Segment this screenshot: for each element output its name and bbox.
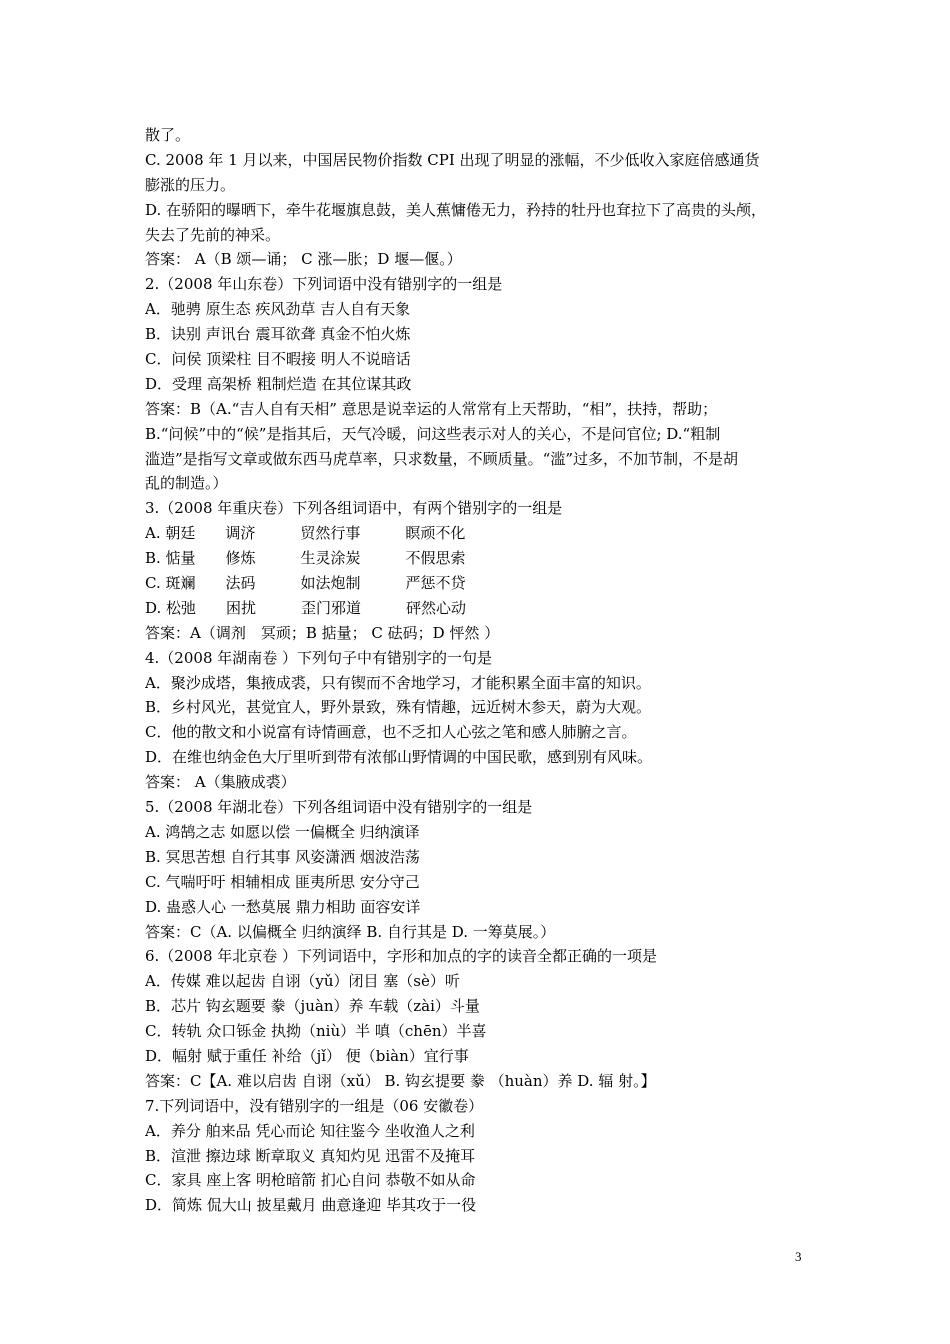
text-line: B. 冥思苦想 自行其事 风姿潇洒 烟波浩荡 — [145, 847, 420, 866]
text-line: 答案： A（B 颂—诵； C 涨—胀；D 堰—偃。） — [145, 250, 462, 269]
text-line: B．芯片 钩玄题要 豢（juàn）养 车载（zài）斗量 — [145, 997, 480, 1016]
text-line: C．转轨 众口铄金 执拗（niù）半 嗔（chēn）半喜 — [145, 1022, 487, 1041]
document-body — [145, 123, 817, 1218]
text-line: 失去了先前的神采。 — [145, 225, 281, 244]
text-line: 答案：A（调剂 冥顽；B 掂量； C 砝码；D 怦然 ） — [145, 623, 500, 642]
text-line: C．问侯 顶梁柱 目不暇接 明人不说暗话 — [145, 350, 411, 369]
text-line: B.“问候”中的“候”是指其后，天气冷暖，问这些表示对人的关心，不是问官位; D.“粗制 — [145, 424, 721, 443]
text-line: A. 朝廷 调济 贸然行事 瞑顽不化 — [145, 524, 466, 543]
text-line: A．传媒 难以起齿 自诩（yǔ）闭目 塞（sè）听 — [145, 972, 460, 991]
text-line: 答案： A（集腋成裘） — [145, 773, 296, 792]
text-line: C. 气喘吁吁 相辅相成 匪夷所思 安分守己 — [145, 872, 420, 891]
text-line: B. 惦量 修炼 生灵涂炭 不假思索 — [145, 549, 466, 568]
text-line: 4.（2008 年湖南卷 ）下列句子中有错别字的一句是 — [145, 648, 493, 667]
text-line: B．渲泄 擦边球 断章取义 真知灼见 迅雷不及掩耳 — [145, 1146, 476, 1165]
text-line: 6.（2008 年北京卷 ）下列词语中，字形和加点的字的读音全都正确的一项是 — [145, 947, 658, 966]
text-line: 膨涨的压力。 — [145, 175, 236, 194]
text-line: A．养分 舶来品 凭心而论 知往鉴今 坐收渔人之利 — [145, 1121, 475, 1140]
text-line: 5.（2008 年湖北卷）下列各组词语中没有错别字的一组是 — [145, 798, 533, 817]
text-line: C. 斑斓 法码 如法炮制 严惩不贷 — [145, 574, 466, 593]
text-line: B．诀别 声讯台 震耳欲聋 真金不怕火炼 — [145, 325, 411, 344]
text-line: D．简炼 侃大山 披星戴月 曲意逢迎 毕其攻于一役 — [145, 1196, 477, 1215]
text-line: D. 在骄阳的曝晒下，牵牛花堰旗息鼓，美人蕉慵倦无力，矜持的牡丹也耷拉下了高贵的头颅， — [145, 200, 767, 219]
text-line: C．他的散文和小说富有诗情画意，也不乏扣人心弦之笔和感人肺腑之言。 — [145, 723, 637, 742]
text-line: D．幅射 赋于重任 补给（jǐ） 便（biàn）宜行事 — [145, 1046, 469, 1065]
text-line: 答案：C（A. 以偏概全 归纳演绎 B. 自行其是 D. 一筹莫展。） — [145, 922, 556, 941]
text-line: 答案：B（A.“吉人自有天相” 意思是说幸运的人常常有上天帮助，“相”，扶持，帮助； — [145, 399, 718, 418]
text-line: C. 2008 年 1 月以来，中国居民物价指数 CPI 出现了明显的涨幅，不少低收入家庭倍感通货 — [145, 150, 760, 169]
text-line: D. 松弛 困扰 歪门邪道 砰然心动 — [145, 598, 467, 617]
text-line: A. 鸿鹄之志 如愿以偿 一偏概全 归纳演译 — [145, 822, 420, 841]
page-number: 3 — [795, 1249, 802, 1264]
text-line: 7.下列词语中，没有错别字的一组是（06 安徽卷） — [145, 1096, 484, 1115]
text-line: D．受理 高架桥 粗制烂造 在其位谋其政 — [145, 374, 412, 393]
text-line: 散了。 — [145, 126, 191, 144]
text-line: 3.（2008 年重庆卷）下列各组词语中，有两个错别字的一组是 — [145, 499, 563, 518]
text-line: 滥造”是指写文章或做东西马虎草率，只求数量，不顾质量。“滥”过多，不加节制，不是胡 — [145, 449, 739, 468]
text-line: 2.（2008 年山东卷）下列词语中没有错别字的一组是 — [145, 275, 503, 294]
text-line: A．聚沙成塔，集掖成裘，只有锲而不舍地学习，才能积累全面丰富的知识。 — [145, 673, 651, 692]
text-line: C．家具 座上客 明枪暗箭 扪心自问 恭敬不如从命 — [145, 1171, 476, 1190]
text-line: 乱的制造。） — [145, 474, 228, 493]
text-line: D．在维也纳金色大厅里听到带有浓郁山野情调的中国民歌，感到别有风味。 — [145, 748, 653, 767]
text-line: A．驰骋 原生态 疾风劲草 吉人自有天象 — [145, 300, 411, 319]
text-line: B．乡村风光，甚觉宜人，野外景致，殊有情趣，远近树木参天，蔚为大观。 — [145, 698, 652, 717]
text-line: 答案：C【A. 难以启齿 自诩（xǔ） B. 钩玄提要 豢 （huàn）养 D. 辐 射。】 — [145, 1071, 656, 1090]
text-line: D. 蛊惑人心 一愁莫展 鼎力相助 面容安详 — [145, 897, 421, 916]
